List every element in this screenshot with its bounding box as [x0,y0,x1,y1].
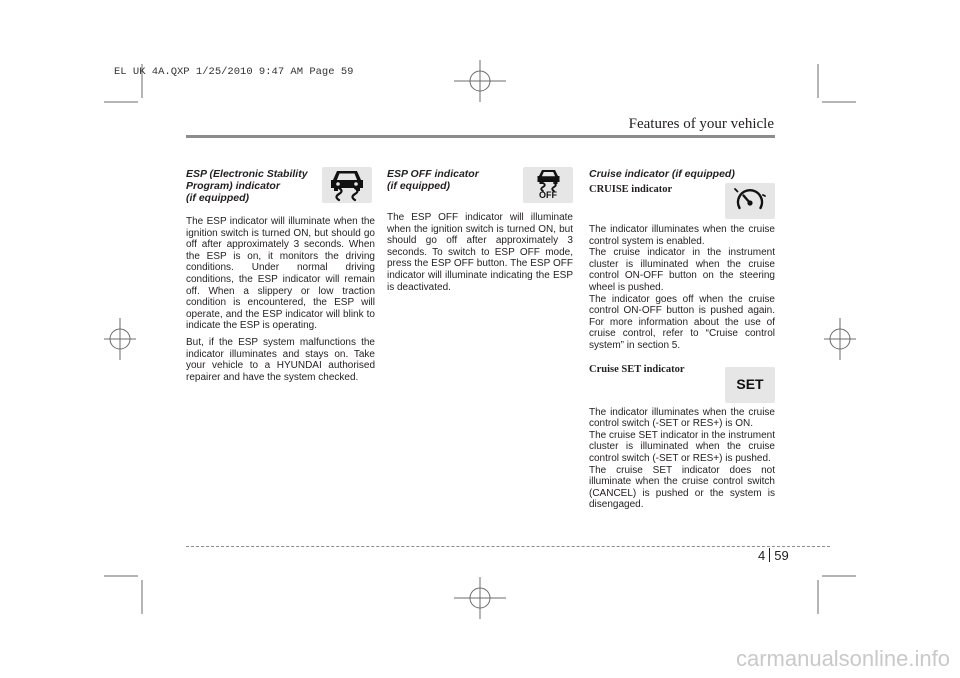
cruise-paragraph-2: The cruise indicator in the instrument cluster is illuminated when the cruise control ON-OFF button on the steering wheel is pushed. [589,247,775,293]
cruise-section [589,168,775,511]
cruise-set-subheading: Cruise SET indicator [589,363,685,375]
esp-heading: ESP (Electronic Stability Program) indicator (if equipped) [186,168,308,204]
esp-off-heading: ESP OFF indicator (if equipped) [387,168,479,192]
cruise-set-paragraph-3: The cruise SET indicator does not illuminate when the cruise control switch (CANCEL) is pushed or the system is disengaged. [589,464,775,511]
cruise-paragraph-3: The indicator goes off when the cruise control ON-OFF button is pushed again. For more information about the use of cruise control, refer to “Cruise control system” in section 5. [589,293,775,351]
page-number-value: 59 [774,548,789,563]
section-number: 4 [758,548,766,563]
page-header-title: Features of your vehicle [628,116,774,132]
cruise-heading: Cruise indicator (if equipped) [589,168,735,180]
esp-off-paragraph-1: The ESP OFF indicator will illuminate when the ignition switch is turned ON, but should go off after approximately 3 seconds. To switch to ESP OFF mode, press the ESP OFF button. The ESP OFF indicator will illuminate indicating the ESP is deactivated. [387,212,573,293]
header-rule [186,135,775,138]
watermark: carmanualsonline.info [735,646,950,671]
esp-off-icon-text: OFF [539,190,557,200]
cruise-subheading: CRUISE indicator [589,184,673,195]
cruise-set-paragraph-2: The cruise SET indicator in the instrument cluster is illuminated when the cruise control switch (-SET or RES+) is pushed. [589,429,776,464]
esp-paragraph-2: But, if the ESP system malfunctions the indicator illuminates and stays on. Take your vehicle to a HYUNDAI authorised repairer and have the system checked. [186,336,375,383]
footer-rule [186,546,830,547]
cruise-set-paragraph-1: The indicator illuminates when the cruise control switch (-SET or RES+) is ON. [589,406,775,430]
cruise-paragraph-1: The indicator illuminates when the cruise control system is enabled. [589,224,775,247]
page-number [758,548,789,563]
cruise-speedometer-icon [725,183,775,219]
cruise-set-icon: SET [725,367,775,403]
esp-off-icon [523,167,573,203]
esp-skid-car-icon [322,167,372,203]
print-slug: EL UK 4A.QXP 1/25/2010 9:47 AM Page 59 [114,66,354,78]
page-number-divider [769,548,770,562]
esp-paragraph-1: The ESP indicator will illuminate when the ignition switch is turned ON, but should go off after approximately 3 seconds. When the ESP is on, it monitors the driving conditions. Under normal driving conditions, the ESP indicator will remain off. When a slippery or low traction condition is encountered, the ESP will operate, and the ESP indicator will blink to indicate the ESP is operating. [186,216,375,332]
